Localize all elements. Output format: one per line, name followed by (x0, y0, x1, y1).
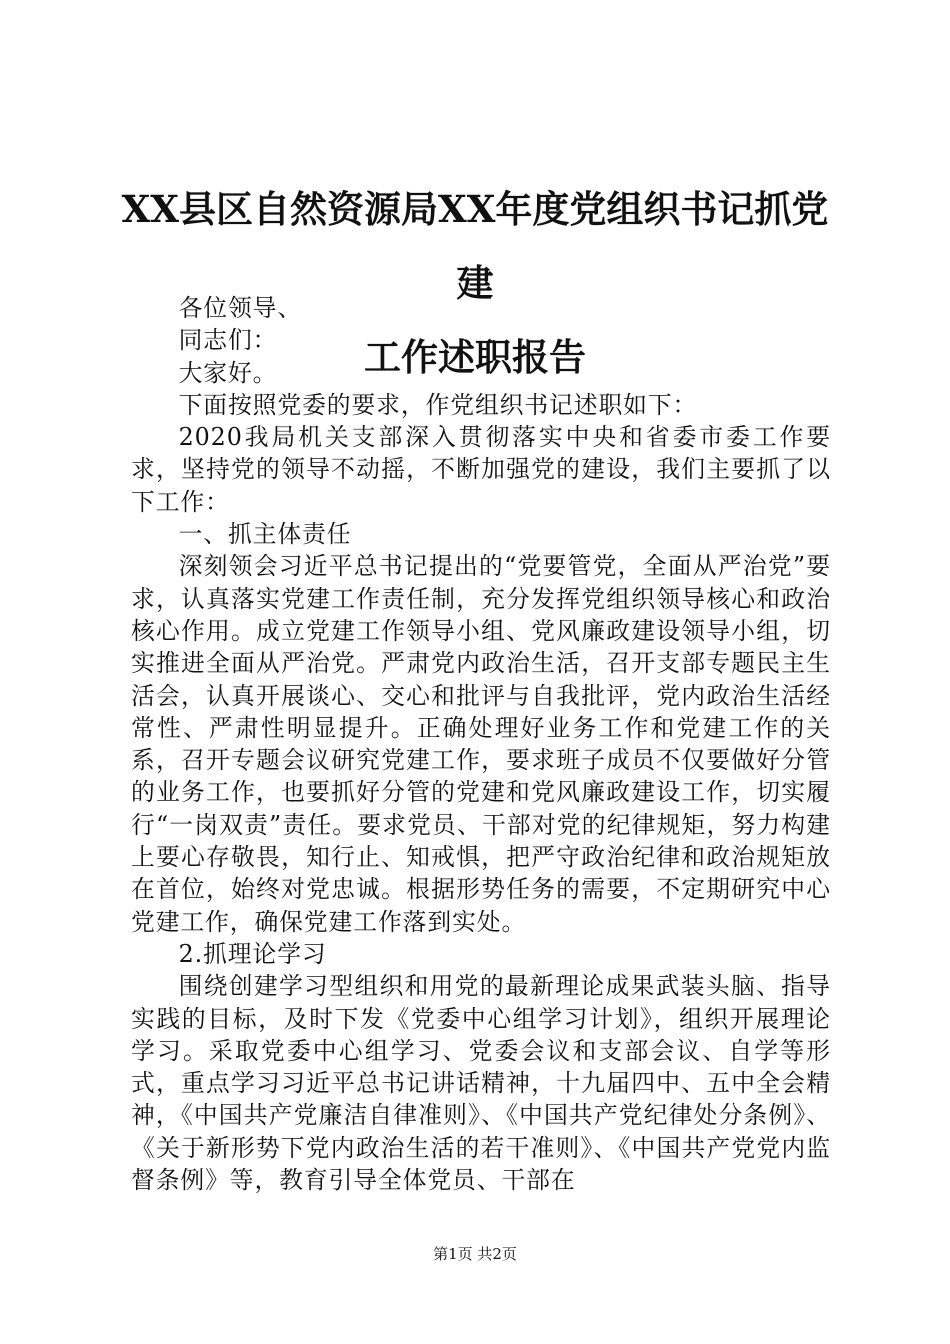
document-body (131, 292, 831, 1196)
section-heading-2: 2.抓理论学习 (178, 939, 327, 968)
paragraph-salutation: 各位领导、 (178, 294, 303, 322)
section-heading-1: 一、抓主体责任 (178, 520, 352, 549)
paragraph-overview: 2020我局机关支部深入贯彻落实中央和省委市委工作要求，坚持党的领导不动摇，不断加强党的建设，我们主要抓了以下工作： (131, 423, 831, 516)
title-line-1: XX县区自然资源局XX年度党组织书记抓党建 (121, 187, 829, 305)
paragraph-greeting: 大家好。 (178, 358, 278, 387)
page-footer: 第1页 共2页 (433, 1245, 517, 1263)
paragraph-greeting-comrades: 同志们： (178, 326, 278, 355)
title-line-2: 工作述职报告 (364, 335, 586, 379)
paragraph-section-2: 围绕创建学习型组织和用党的最新理论成果武装头脑、指导实践的目标，及时下发《党委中心组学习计划》，组织开展理论学习。采取党委中心组学习、党委会议和支部会议、自学等形式，重点学习习近平总书记讲话精神，十九届四中、五中全会精神，《中国共产党廉洁自律准则》、《中国共产党纪律处分条例》、《关于新形势下党内政治生活的若干准则》、《中国共产党党内监督条例》等，教育引导全体党员、干部在 (131, 972, 831, 1195)
paragraph-intro: 下面按照党委的要求，作党组织书记述职如下： (178, 390, 698, 419)
paragraph-section-1: 深刻领会习近平总书记提出的“党要管党，全面从严治党”要求，认真落实党建工作责任制，充分发挥党组织领导核心和政治核心作用。成立党建工作领导小组、党风廉政建设领导小组，切实推进全面从严治党。严肃党内政治生活，召开支部专题民主生活会，认真开展谈心、交心和批评与自我批评，党内政治生活经常性、严肃性明显提升。正确处理好业务工作和党建工作的关系，召开专题会议研究党建工作，要求班子成员不仅要做好分管的业务工作，也要抓好分管的党建和党风廉政建设工作，切实履行“一岗双责”责任。要求党员、干部对党的纪律规矩，努力构建上要心存敬畏，知行止、知戒惧，把严守政治纪律和政治规矩放在首位，始终对党忠诚。根据形势任务的需要，不定期研究中心党建工作，确保党建工作落到实处。 (131, 552, 831, 936)
